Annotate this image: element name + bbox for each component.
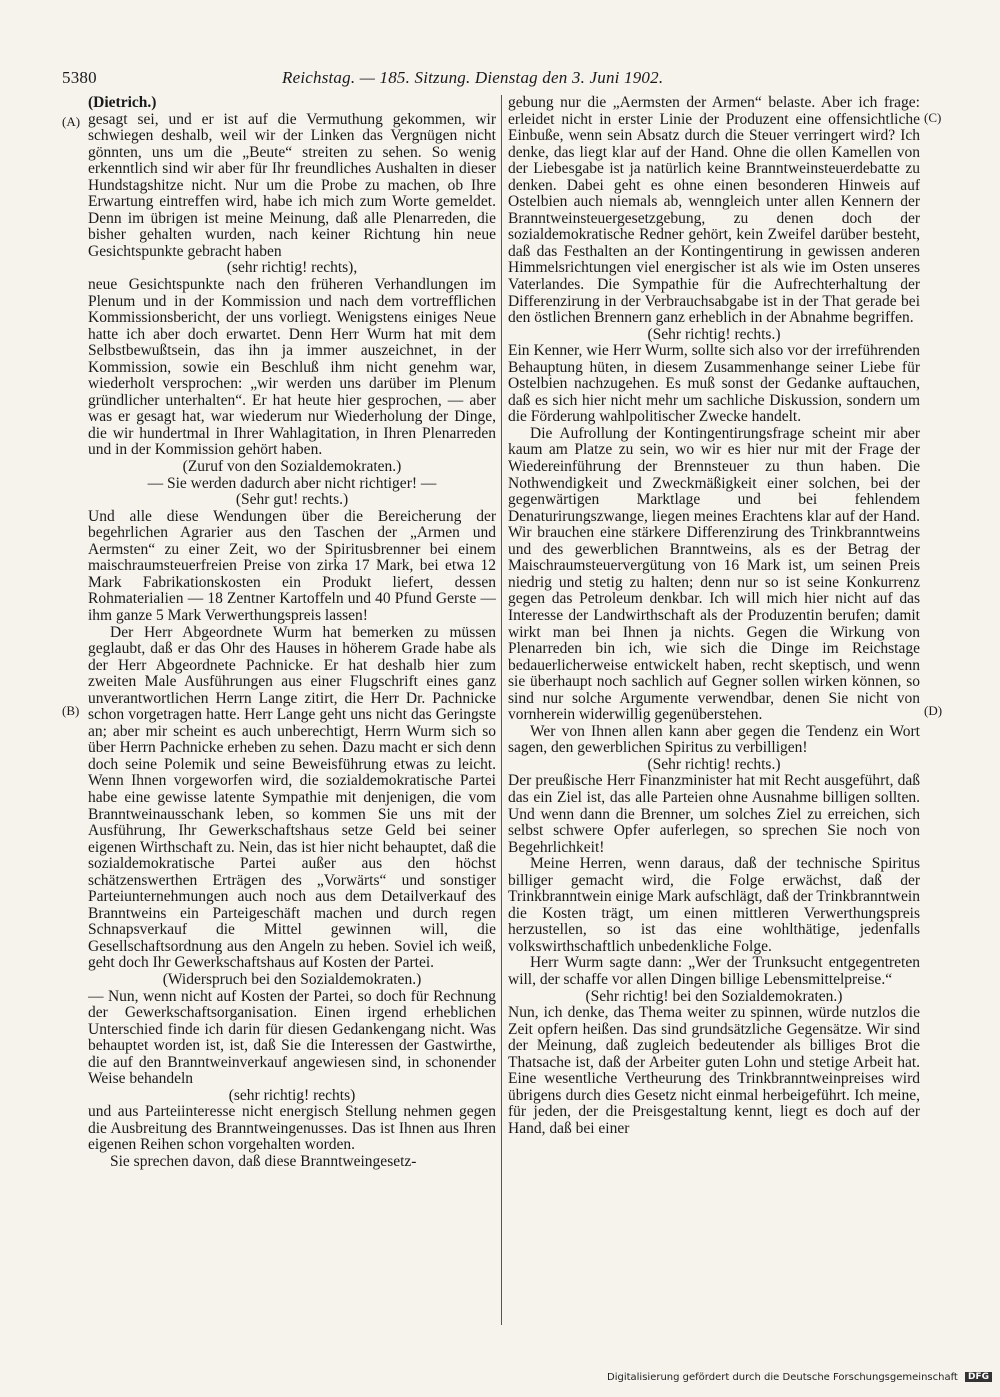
margin-marker-d: (D) <box>924 703 943 718</box>
right-column <box>508 95 920 1325</box>
paragraph: Und alle diese Wendungen über die Bereicherung der begehrlichen Agrarier aus den Taschen der „Armen und Aermsten“ zu einer Zeit, wo der Spiritusbrenner bei einem maischraumsteuerfreien Preise von zirka 17 Mark, bei etwa 12 Mark Fabrikationskosten ein Produkt liefert, dessen Rohmaterialien — 18 Zentner Kartoffeln und 40 Pfund Gerste — ihm ganze 5 Mark Verwerthungspreis lassen! <box>88 507 496 624</box>
interjection: (Sehr richtig! rechts.) <box>647 755 781 773</box>
footer-text: Digitalisierung gefördert durch die Deutsche Forschungsgemeinschaft <box>607 1372 958 1383</box>
paragraph: Meine Herren, wenn daraus, daß der technische Spiritus billiger gemacht wird, die Folge erwächst, daß der Trinkbranntwein einige Mark aufschlägt, daß der Trinkbranntwein die Kosten trägt, um einen mittleren Verwerthungspreis herzustellen, so ist das eine wohlthätige, jedenfalls volkswirthschaftlich unbedenkliche Folge. <box>508 855 920 955</box>
paragraph: Nun, ich denke, das Thema weiter zu spinnen, würde nutzlos die Zeit opfern heißen. Das sind grundsätzliche Gegensätze. Wir sind der Meinung, daß zugleich bedeutender als billiges Brot die Thatsache ist, daß der Arbeiter guten Lohn und stetige Arbeit hat. Eine wesentliche Vertheurung des Trinkbranntweinpreises wird übrigens durch dies Gesetz nicht einmal herbeigeführt. Ich meine, für jeden, der die Preisgestaltung kennt, liegt es doch auf der Hand, daß bei einer <box>508 1004 920 1137</box>
column-divider <box>501 95 502 1325</box>
paragraph: gebung nur die „Aermsten der Armen“ belaste. Aber ich frage: erleidet nicht in erster Linie der Produzent eine offensichtliche Einbuße, wenn sein Absatz durch die Steuer verringert wird? Ich denke, das liegt klar auf der Hand. Ohne die ollen Kamellen von der Liebesgabe ist ja natürlich keine Branntweinsteuerdebatte zu denken. Dabei geht es ohne einen besonderen Hinweis auf Ostelbien auch niemals ab, wenngleich unter allen Kennern der Branntweinsteuergesetzgebung, zu denen doch der sozialdemokratische Redner gehört, kein Zweifel darüber besteht, daß das Festhalten an der Kontingentirung in gewissen anderen Himmelsrichtungen viel energischer ist als wie im Osten unseres Vaterlandes. Die Sympathie für die Aufrechterhaltung der Differenzirung in der Verbrauchsabgabe ist in der That gerade bei den östlichen Brennern ganz erheblich in der Abnahme begriffen. <box>508 95 920 327</box>
interjection: — Sie werden dadurch aber nicht richtiger! — <box>147 474 437 492</box>
interjection: (Widerspruch bei den Sozialdemokraten.) <box>162 970 422 988</box>
paragraph: Die Aufrollung der Kontingentirungsfrage scheint mir aber kaum am Platze zu sein, wo wir es hier nur mit der Frage der Wiedereinführung der Brennsteuer zu thun haben. Die Nothwendigkeit und Zweckmäßigkeit einer solchen, bei der gegenwärtigen Marktlage und bei fehlendem Denaturirungszwange, liegen meines Erachtens klar auf der Hand. Wir brauchen eine stärkere Differenzirung des Trinkbranntweins und des gewerblichen Branntweins, als es der Betrag der Maischraumsteuervergütung von 16 Mark ist, um seinen Preis niedrig und stetig zu halten; denn nur so ist seine Konkurrenz gegen das Petroleum denkbar. Ich will mich hier nicht auf das Interesse der Landwirthschaft als der Produzentin berufen; damit wirkt man bei Ihnen ja nichts. Gegen die Wirkung von Plenarreden bin ich, wie sich die Dinge im Reichstage bedauerlicherweise entwickelt haben, recht skeptisch, und wenn sie überhaupt noch sachlich auf Gegner sollen wirken können, so sind nur solche Argumente verwendbar, denen Sie nicht von vornherein widerwillig gegenüberstehen. <box>508 424 920 724</box>
paragraph: und aus Parteiinteresse nicht energisch Stellung nehmen gegen die Ausbreitung des Branntweingenusses. Das ist Ihnen aus Ihren eigenen Reihen schon vorgehalten worden. <box>88 1103 496 1154</box>
interjection: (sehr richtig! rechts) <box>228 1086 356 1104</box>
interjection: (Sehr richtig! rechts.) <box>647 325 781 343</box>
running-head: Reichstag. — 185. Sitzung. Dienstag den 3. Juni 1902. <box>282 68 664 87</box>
paragraph: neue Gesichtspunkte nach den früheren Verhandlungen im Plenum und in der Kommission und nach dem vortrefflichen Kommissionsbericht, der uns vorliegt. Wenigstens einiges Neue hatte ich aber doch erwartet. Denn Herr Wurm hat mit dem Selbstbewußtsein, das ihn ja immer auszeichnet, in der Kommission, sowie ein Beschluß ihm nicht genehm war, wiederholt versprochen: „wir werden uns darüber im Plenum gründlicher unterhalten“. Er hat heute hier gesprochen, — aber was er gesagt hat, war wiederum nur Wiederholung der Dinge, die wir hundertmal in Ihrer Wahlagitation, in Ihren Plenarreden und in der Kommission gehört haben. <box>88 276 496 459</box>
paragraph: Der Herr Abgeordnete Wurm hat bemerken zu müssen geglaubt, daß er das Ohr des Hauses in höherem Grade habe als der Herr Abgeordnete Pachnicke. Er hat deshalb hier zum zweiten Male Ausführungen aus einer Flugschrift eines ganz unverantwortlichen Herrn Lange zitirt, die Herr Dr. Pachnicke schon vorgetragen hatte. Herr Lange geht uns nicht das Geringste an; aber mir scheint es auch unberechtigt, Herrn Wurm sich so über Herrn Pachnicke erheben zu sehen. Dazu macht er sich denn doch seine Polemik und seine Beweisführung etwas zu leicht. Wenn Ihnen vorgeworfen wird, die sozialdemokratische Partei habe eine gewisse latente Sympathie mit denjenigen, die vom Branntweinausschank leben, so kommen Sie uns mit der Ausführung, Ihr Gewerkschaftshaus setze Geld bei seiner eigenen Wirthschaft zu. Nein, das ist hier nicht behauptet, daß die sozialdemokratische Partei außer aus den höchst schätzenswerthen Erträgen des „Vorwärts“ und sonstiger Parteiunternehmungen auch noch aus dem Detailverkauf des Branntweins ein Parteigeschäft machen und durch regen Schnapsverkauf die Mittel gewinnen will, die Gesellschaftsordnung aus den Angeln zu heben. Soviel ich weiß, geht doch Ihr Gewerkschaftshaus auf Kosten der Partei. <box>88 623 496 972</box>
margin-marker-b: (B) <box>62 703 80 718</box>
interjection: (Zuruf von den Sozialdemokraten.) <box>182 458 402 476</box>
paragraph: — Nun, wenn nicht auf Kosten der Partei, so doch für Rechnung der Gewerkschaftsorganisation. Einen irgend erheblichen Unterschied finde ich darin für diesen Gedankengang nicht. Was behauptet worden ist, ist, daß Sie die Interessen der Gastwirthe, die auf den Branntweinverkauf angewiesen sind, in schonender Weise behandeln <box>88 987 496 1088</box>
left-column-text <box>88 112 496 1171</box>
dfg-logo: DFG <box>965 1372 992 1382</box>
speaker-name: (Dietrich.) <box>88 95 157 111</box>
page-number: 5380 <box>62 68 97 87</box>
digitization-footer <box>607 1372 990 1390</box>
interjection: (sehr richtig! rechts), <box>226 259 358 277</box>
interjection: (Sehr richtig! bei den Sozialdemokraten.) <box>585 987 843 1005</box>
right-column-text <box>508 95 920 1137</box>
paragraph: Wer von Ihnen allen kann aber gegen die Tendenz ein Wort sagen, den gewerblichen Spiritus zu verbilligen! <box>508 722 920 757</box>
left-column <box>88 95 496 1325</box>
margin-marker-a: (A) <box>62 114 81 129</box>
paragraph: Der preußische Herr Finanzminister hat mit Recht ausgeführt, daß das ein Ziel ist, das alle Parteien ohne Ausnahme billigen sollten. Und wenn dann die Brenner, um solches Ziel zu erreichen, sich selbst schwere Opfer auferlegen, so sprechen Sie noch von Begehrlichkeit! <box>508 772 920 856</box>
paragraph: Ein Kenner, wie Herr Wurm, sollte sich also vor der irreführenden Behauptung hüten, in diesem Zusammenhange seiner Liebe für Ostelbien nachzugehen. Es muß sonst der Gedanke auftauchen, daß es sich hier nicht mehr um sachliche Diskussion, sondern um die Förderung wahlpolitischer Zwecke handelt. <box>508 342 920 426</box>
page-header <box>62 66 918 92</box>
paragraph: Herr Wurm sagte dann: „Wer der Trunksucht entgegentreten will, der schaffe vor allen Dingen billige Lebensmittelpreise.“ <box>508 954 920 988</box>
paragraph: Sie sprechen davon, daß diese Branntweingesetz- <box>110 1153 417 1170</box>
margin-marker-c: (C) <box>924 110 942 125</box>
interjection: (Sehr gut! rechts.) <box>235 491 349 509</box>
paragraph: gesagt sei, und er ist auf die Vermuthung gekommen, wir schwiegen deshalb, weil wir der Linken das Vergnügen nicht gönnten, uns um die „Beute“ streiten zu sehen. So wenig erkenntlich sind wir aber für Ihr freundliches Aushalten in dieser Hundstagshitze nicht. Nur um die Probe zu machen, ob Ihre Erwartung eintreffen wird, habe ich mich zum Worte gemeldet. Denn im übrigen ist meine Meinung, daß alle Plenarreden, die bisher gehalten wurden, nach keiner Richtung hin neue Gesichtspunkte gebracht haben <box>88 110 496 260</box>
